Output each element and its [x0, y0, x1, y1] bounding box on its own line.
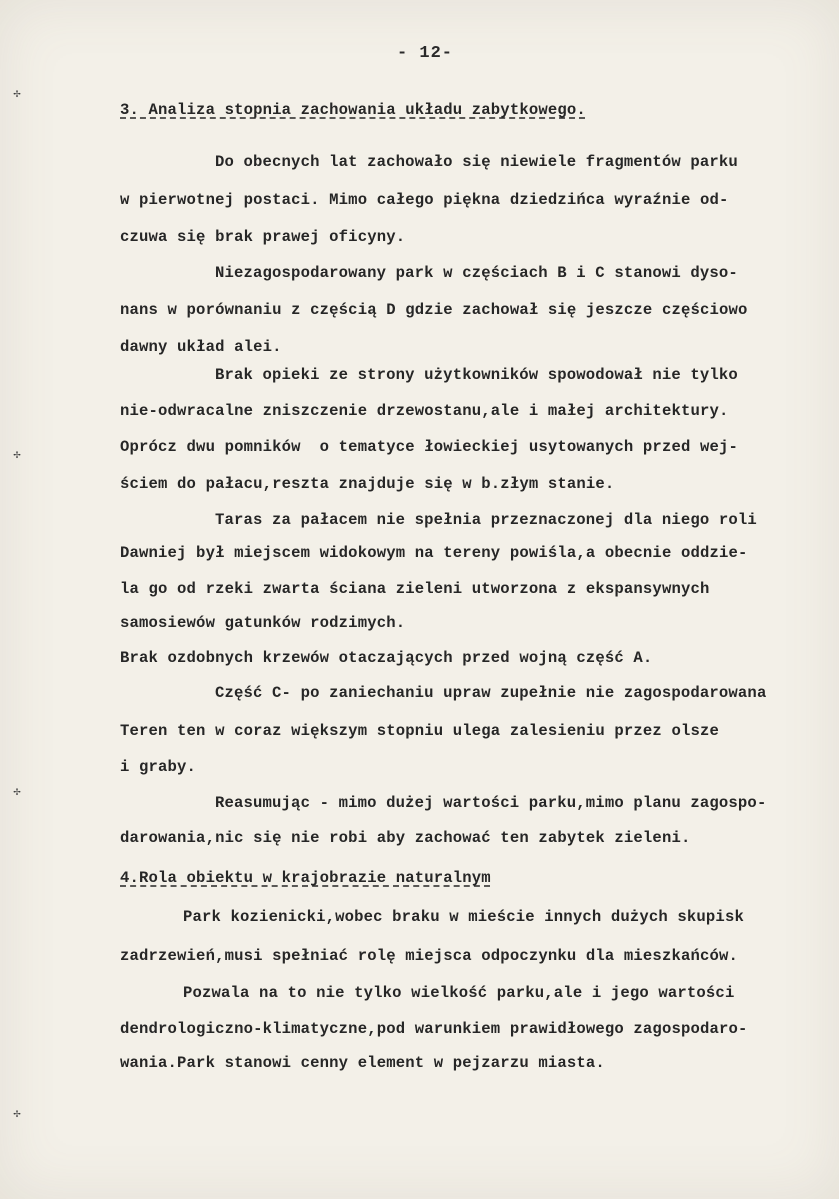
text-line: zadrzewień,musi spełniać rolę miejsca odpoczynku dla mieszkańców.	[120, 947, 739, 965]
punch-hole-mark-icon: ✢	[13, 784, 21, 798]
text-line: dawny układ alei.	[120, 338, 282, 356]
text-line: Dawniej był miejscem widokowym na tereny powiśla,a obecnie oddzie-	[120, 544, 748, 562]
text-line: w pierwotnej postaci. Mimo całego piękna dziedzińca wyraźnie od-	[120, 191, 729, 209]
text-line: Oprócz dwu pomników o tematyce łowieckiej usytowanych przed wej-	[120, 438, 739, 456]
section-heading: 3. Analiza stopnia zachowania układu zabytkowego.	[120, 101, 586, 119]
text-line: czuwa się brak prawej oficyny.	[120, 228, 406, 246]
text-line: Część C- po zaniechaniu upraw zupełnie nie zagospodarowana	[215, 684, 767, 702]
punch-hole-mark-icon: ✢	[13, 1106, 21, 1120]
text-line: Niezagospodarowany park w częściach B i C stanowi dyso-	[215, 264, 738, 282]
text-line: Teren ten w coraz większym stopniu ulega zalesieniu przez olsze	[120, 722, 719, 740]
text-line: ściem do pałacu,reszta znajduje się w b.złym stanie.	[120, 475, 615, 493]
text-line: Reasumując - mimo dużej wartości parku,mimo planu zagospo-	[215, 794, 767, 812]
text-line: nie-odwracalne zniszczenie drzewostanu,ale i małej architektury.	[120, 402, 729, 420]
punch-hole-mark-icon: ✢	[13, 447, 21, 461]
section-heading: 4.Rola obiektu w krajobrazie naturalnym	[120, 869, 491, 887]
punch-hole-mark-icon: ✢	[13, 86, 21, 100]
text-line: Taras za pałacem nie spełnia przeznaczonej dla niego roli	[215, 511, 757, 529]
text-line: darowania,nic się nie robi aby zachować ten zabytek zieleni.	[120, 829, 691, 847]
text-line: la go od rzeki zwarta ściana zieleni utworzona z ekspansywnych	[120, 580, 710, 598]
text-line: wania.Park stanowi cenny element w pejzarzu miasta.	[120, 1054, 605, 1072]
text-line: Park kozienicki,wobec braku w mieście innych dużych skupisk	[183, 908, 744, 926]
text-line: Brak ozdobnych krzewów otaczających przed wojną część A.	[120, 649, 653, 667]
text-line: nans w porównaniu z częścią D gdzie zachował się jeszcze częściowo	[120, 301, 748, 319]
text-line: samosiewów gatunków rodzimych.	[120, 614, 406, 632]
text-line: Do obecnych lat zachowało się niewiele fragmentów parku	[215, 153, 738, 171]
text-line: dendrologiczno-klimatyczne,pod warunkiem prawidłowego zagospodaro-	[120, 1020, 748, 1038]
page-number: - 12-	[397, 44, 454, 63]
text-line: Brak opieki ze strony użytkowników spowodował nie tylko	[215, 366, 738, 384]
text-line: Pozwala na to nie tylko wielkość parku,ale i jego wartości	[183, 984, 735, 1002]
text-line: i graby.	[120, 758, 197, 776]
